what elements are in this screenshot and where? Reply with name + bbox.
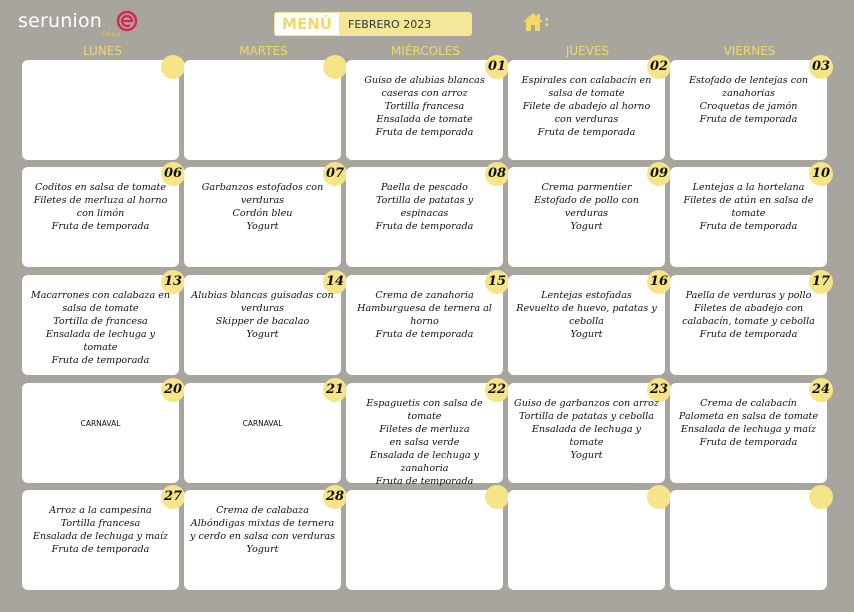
day-cell [508,274,669,375]
dish-list [672,397,825,449]
day-number: 21 [323,378,347,402]
dish-item: Yogurt [246,221,279,232]
dish-item: Palometa en salsa de tomate [678,411,819,422]
dish-item: Tortilla de patatas y espinacas [375,195,474,219]
dish-list [672,181,825,233]
day-number: 13 [161,270,185,294]
dish-item: Fruta de temporada [51,355,150,366]
dish-item: Filetes de atún en salsa de tomate [683,195,814,219]
day-number: 27 [161,485,185,509]
dayhead-lunes: LUNES [82,44,123,58]
dish-item: Albóndigas mixtas de ternera y cerdo en salsa con verduras [190,518,335,542]
dish-item: Crema de calabaza [216,505,309,516]
day-number: 24 [809,378,833,402]
day-cell [184,382,345,483]
dish-item: Crema de zanahoria [375,290,474,301]
day-number: 01 [485,55,509,79]
dish-list [186,504,339,556]
dish-list [348,289,501,341]
dish-list [24,289,177,367]
dish-list [348,74,501,139]
holiday-note: CARNAVAL [242,419,283,428]
dayhead-miercoles: MIÉRCOLES [391,44,460,58]
dish-item: Lentejas estofadas [541,290,632,301]
dish-item: Ensalada de tomate [376,114,473,125]
day-cell [346,490,503,590]
dish-item: Espirales con calabacín en salsa de tomate [521,75,652,99]
dish-list [186,181,339,233]
day-number: 09 [647,162,671,186]
dish-item: Croquetas de jamón [699,101,798,112]
dish-list [510,74,663,139]
dish-item: Paella de verduras y pollo [685,290,812,301]
day-cell [22,60,179,160]
dish-item: Fruta de temporada [699,437,798,448]
day-cell [22,382,183,483]
day-cell [346,59,507,160]
dish-item: Yogurt [570,329,603,340]
empty-day-marker [647,485,671,509]
dish-item: Tortilla de francesa [53,316,148,327]
dish-item: Arroz a la campesina [49,505,152,516]
dish-list [672,289,825,341]
dish-item: Fruta de temporada [375,329,474,340]
dish-item: Fruta de temporada [537,127,636,138]
dish-item: Fruta de temporada [699,221,798,232]
day-cell [184,166,345,267]
month-label: FEBRERO 2023 [348,18,432,31]
dish-item: Fruta de temporada [375,221,474,232]
day-number: 15 [485,270,509,294]
day-cell [670,274,831,375]
day-cell [670,382,831,483]
dish-item: Tortilla francesa [384,101,465,112]
dish-item: Crema parmentier [541,182,632,193]
dish-item: Ensalada de lechuga y tomate [531,424,642,448]
dish-list [510,181,663,233]
holiday-note: CARNAVAL [80,419,121,428]
dish-list [510,397,663,462]
dish-item: Guiso de alubias blancas caseras con arroz [364,75,485,99]
brand-name: serunion [18,10,103,32]
dish-item: Yogurt [246,544,279,555]
day-cell [346,274,507,375]
dish-item: Lentejas a la hortelana [692,182,805,193]
day-number: 02 [647,55,671,79]
day-number: 28 [323,485,347,509]
day-number: 14 [323,270,347,294]
dish-item: Filetes de merluza [379,424,470,435]
day-cell [670,59,831,160]
day-cell [22,274,183,375]
dish-list [186,289,339,341]
dish-item: Skipper de bacalao [215,316,310,327]
dish-item: Fruta de temporada [375,476,474,487]
home-icon[interactable] [522,12,544,32]
dish-item: Filetes de merluza al horno con limón [33,195,168,219]
day-cell [508,490,665,590]
dish-item: Crema de calabacín [700,398,797,409]
dish-item: Fruta de temporada [51,544,150,555]
day-number: 08 [485,162,509,186]
day-number: 20 [161,378,185,402]
day-number: 03 [809,55,833,79]
dish-item: Ensalada de lechuga y maíz [32,531,169,542]
day-cell [184,489,345,590]
dish-item: Tortilla de patatas y cebolla [519,411,654,422]
day-number: 06 [161,162,185,186]
dish-item: Fruta de temporada [699,329,798,340]
dish-item: Garbanzos estofados con verduras [201,182,324,206]
day-number: 16 [647,270,671,294]
day-number: 17 [809,270,833,294]
dish-item: Estofado de pollo con verduras [534,195,639,219]
dish-item: Ensalada de lechuga y zanahoria [369,450,480,474]
dish-list [348,397,501,488]
day-cell [670,490,827,590]
dayhead-martes: MARTES [239,44,288,58]
dish-list [24,504,177,556]
empty-day-marker [323,55,347,79]
dayhead-viernes: VIERNES [723,44,776,58]
dish-item: Revuelto de huevo, patatas y cebolla [516,303,657,327]
day-cell [22,489,183,590]
dish-item: Fruta de temporada [375,127,474,138]
dish-item: Hamburguesa de ternera al horno [357,303,492,327]
dish-item: Coditos en salsa de tomate [34,182,167,193]
day-cell [346,382,507,487]
menu-label: MENÚ [274,12,340,36]
dish-item: Macarrones con calabaza en salsa de tomate [30,290,171,314]
day-cell [184,274,345,375]
dish-list [24,181,177,233]
empty-day-marker [161,55,185,79]
brand-e-icon [116,10,138,32]
dish-item: Ensalada de lechuga y maíz [680,424,817,435]
dish-item: Cordón bleu [232,208,293,219]
empty-day-marker [809,485,833,509]
dish-item: Fruta de temporada [51,221,150,232]
dish-item: Guiso de garbanzos con arroz [514,398,659,409]
dish-item: Yogurt [570,221,603,232]
dish-item: Filetes de abadejo con calabacín, tomate y cebolla [682,303,815,327]
dish-item: Tortilla francesa [60,518,141,529]
brand-sub: Educa [102,31,121,38]
dish-list [672,74,825,126]
day-number: 23 [647,378,671,402]
dish-list [510,289,663,341]
dish-item: Yogurt [246,329,279,340]
dish-item: en salsa verde [389,437,460,448]
dish-item: Ensalada de lechuga y tomate [45,329,156,353]
empty-day-marker [485,485,509,509]
dish-item: Espaguetis con salsa de tomate [366,398,483,422]
dish-item: Fruta de temporada [699,114,798,125]
dayhead-jueves: JUEVES [565,44,610,58]
dish-item: Estofado de lentejas con zanahorias [688,75,809,99]
dish-list [348,181,501,233]
day-cell [508,166,669,267]
day-cell [508,382,669,483]
day-cell [184,60,341,160]
home-colon: : [544,14,550,30]
day-cell [508,59,669,160]
day-cell [670,166,831,267]
day-number: 22 [485,378,509,402]
day-cell [346,166,507,267]
dish-item: Alubias blancas guisadas con verduras [191,290,334,314]
day-cell [22,166,183,267]
dish-item: Yogurt [570,450,603,461]
dish-item: Filete de abadejo al horno con verduras [522,101,651,125]
day-number: 10 [809,162,833,186]
day-number: 07 [323,162,347,186]
dish-item: Paella de pescado [381,182,468,193]
